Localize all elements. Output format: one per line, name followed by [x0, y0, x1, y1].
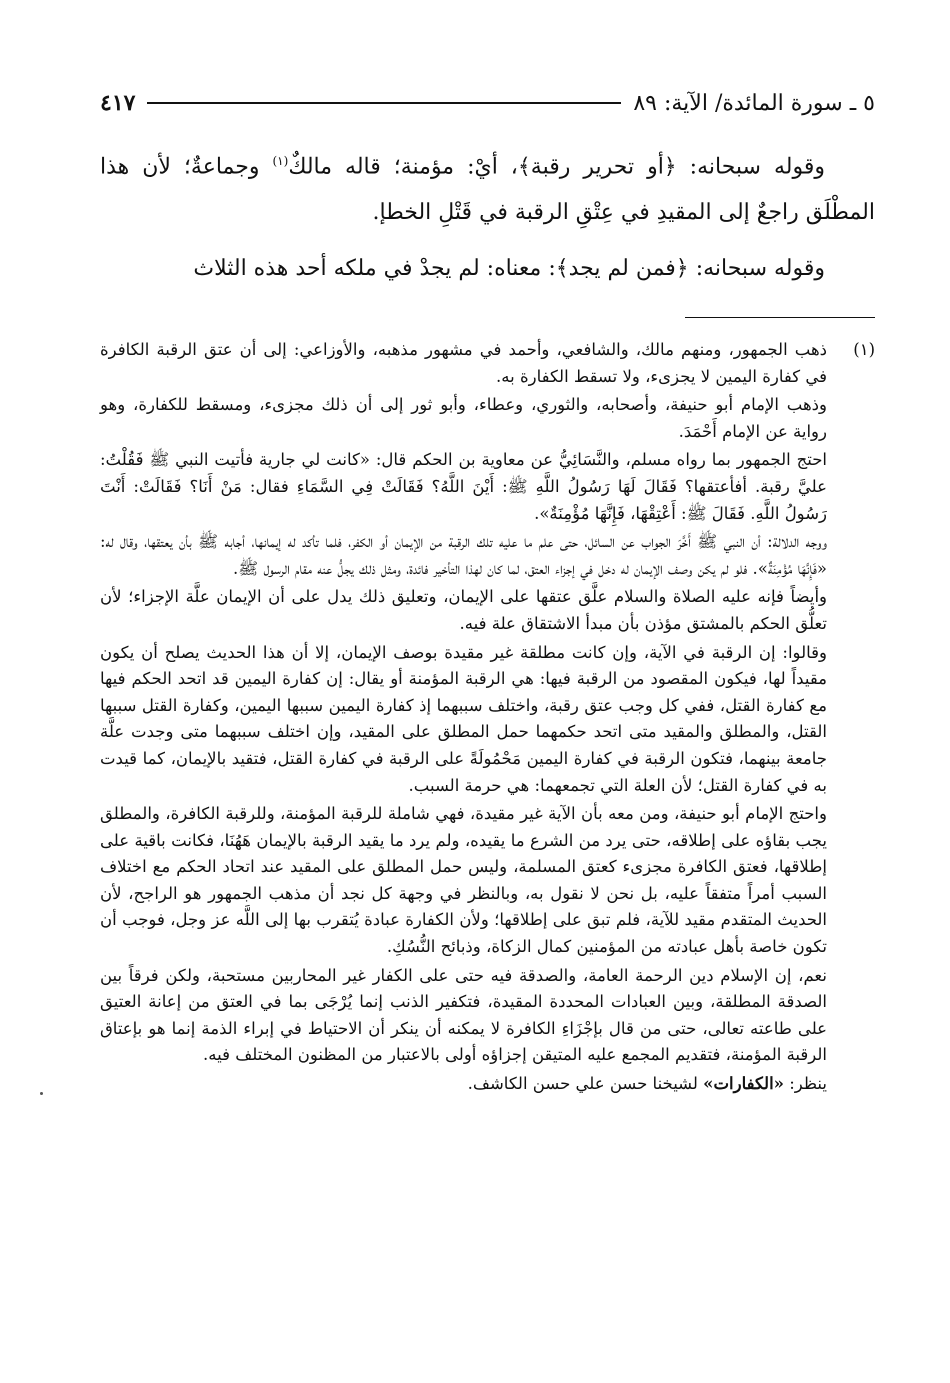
footnote-paragraph-5: وأيضاً فإنه عليه الصلاة والسلام علَّق عتقها على الإيمان، وتعليق ذلك يدل على أن الإيمان علَّة الإجزاء؛ لأن تعلُّق الحكم بالمشتق مؤذن بأن مبدأ الاشتقاق علة فيه.	[100, 587, 827, 633]
main-paragraph-1	[100, 138, 875, 236]
main-paragraph-1-part-b: وجماعةٌ؛ لأن هذا المطْلَق راجعٌ إلى المقيدِ في عِتْقِ الرقبة في قَتْلِ الخطإ.	[100, 154, 875, 226]
footnotes	[100, 337, 875, 1100]
page-header	[100, 86, 875, 120]
footnote-paragraph-3: احتج الجمهور بما رواه مسلم، والنَّسَائِيُّ عن معاوية بن الحكم قال: «كانت لي جارية فأتيت النبي ﷺ فَقُلْتُ: عليَّ رقبة. أفأعتقها؟ فَقَالَ لَهَا رَسُولُ اللَّهِ ﷺ: أَيْنَ اللَّهُ؟ فَقَالَتْ فِي السَّمَاءِ فقال: مَنْ أَنَا؟ فَقَالَتْ: أَنْتَ رَسُولُ اللَّهِ. فَقَالَ ﷺ: أَعْتِقْهَا، فَإِنَّهَا مُؤْمِنَةٌ».	[100, 450, 827, 523]
footnote-paragraph-8: نعم، إن الإسلام دين الرحمة العامة، والصدقة فيه حتى على الكفار غير المحاربين مستحبة، ولكن فرقاً بين الصدقة المطلقة، وبين العبادات المحددة المقيدة، فتكفير الذنب إنما يُرْجَى بما في العتق من إعانة العتيق على طاعته تعالى، حتى من قال بإجْزَاءِ الكافرة لا يمكنه أن ينكر أن الاحتياط في إبراء الذمة إنما هو بإعتاق الرقبة المؤمنة، فتقديم المجمع عليه المتيقن إجزاؤه أولى بالاعتبار من المظنون المختلف فيه.	[100, 965, 827, 1065]
main-paragraph-2: وقوله سبحانه: ﴿فمن لم يجد﴾: معناه: لم يجدْ في ملكه أحد هذه الثلاث	[193, 256, 825, 282]
footnote-paragraph-7: واحتج الإمام أبو حنيفة، ومن معه بأن الآية غير مقيدة، فهي شاملة للرقبة المؤمنة، وللرقبة الكافرة، والمطلق يجب بقاؤه على إطلاقه، حتى يرد من الشرع ما يقيده، ولم يرد ما يقيد الرقبة بالإيمان هَهُنَا، فكانت باقية على إطلاقها، فعتق الكافرة مجزىء كعتق المسلمة، وليس حمل المطلق على المقيد عند اتحاد الحكم مع اختلاف السبب أمراً متفقاً عليه، بل نحن لا نقول به، وبالنظر في وجهة كل نجد أن مذهب الجمهور هو الراجح، لأن الحديث المتقدم مقيد للآية، فلم تبق على إطلاقها؛ ولأن الكفارة عبادة يُتقرب بها إلى اللَّه عز وجل، فوجب أن تكون خاصة بأهل عبادته من المؤمنين كمال الزكاة، وذبائح النُّسُكِ.	[100, 804, 827, 957]
footnote-ref-1: (١)	[272, 154, 289, 168]
footnote-number: (١)	[853, 340, 875, 359]
footnote-reference	[100, 1071, 827, 1098]
reference-book-title: «الكفارات»	[703, 1074, 784, 1094]
header-rule	[147, 102, 621, 104]
footnote-paragraph-6: وقالوا: إن الرقبة في الآية، وإن كانت مطلقة غير مقيدة بوصف الإيمان، إلا أن هذا الحديث يصلح أن يكون مقيداً لها، فيكون المقصود من الرقبة فيها: هي الرقبة المؤمنة أو يقال: إن كفارة اليمين قد اتحد الحكم فيها مع كفارة القتل، ففي كل وجب عتق رقبة، واختلف سببهما إذ كفارة اليمين سببها اليمين، وكفارة القتل سببها القتل، والمطلق والمقيد متى اتحد حكمهما حمل المطلق على المقيد، وإن اختلف سببهما متى وجدت علَّة جامعة بينهما، فتكون الرقبة في كفارة اليمين مَحْمُولَةً على الرقبة في كفارة القتل، فتقيد بالإيمان، كما قيدت به في كفارة القتل؛ لأن العلة التي تجمعهما: هي حرمة السبب.	[100, 642, 827, 795]
running-title: ٥ ـ سورة المائدة/ الآية: ٨٩	[633, 90, 875, 116]
footnote-paragraph-1: ذهب الجمهور، ومنهم مالك، والشافعي، وأحمد في مشهور مذهبه، والأوزاعي: إلى أن عتق الرقبة الكافرة في كفارة اليمين لا يجزىء، ولا تسقط الكفارة به.	[100, 340, 827, 386]
footnote-paragraph-2: وذهب الإمام أبو حنيفة، وأصحابه، والثوري، وعطاء، وأبو ثور إلى أن ذلك مجزىء، ومسقط للكفارة، وهو رواية عن الإمام أَحْمَدَ.	[100, 395, 827, 441]
reference-author: لشيخنا حسن علي حسن الكاشف.	[467, 1074, 704, 1094]
footnote-paragraph-4: ووجه الدلالة: أن النبي ﷺ أَخَّرَ الجواب عن السائل، حتى علم ما عليه تلك الرقبة من الإيمان أو الكفر، فلما تأكد له إيمانها، أجابه ﷺ بأن يعتقها، وقال له: «فَإِنَّهَا مُؤْمِنَةٌ». فلو لم يكن وصف الإيمان له دخل في إجزاء العتق، لما كان لهذا التأخير فائدة، ومثل ذلك يجلُّ عنه مقام الرسول ﷺ.	[100, 532, 827, 578]
main-text	[100, 138, 875, 302]
page-number: ٤١٧	[100, 90, 136, 116]
scan-speck	[40, 1092, 43, 1095]
footnote-separator	[685, 317, 875, 318]
main-paragraph-1-part-a: وقوله سبحانه: ﴿أو تحرير رقبة﴾، أيْ: مؤمنة؛ قاله مالكٌ	[288, 154, 825, 180]
footnote-body	[100, 337, 827, 1098]
reference-prefix: ينظر:	[783, 1074, 827, 1094]
